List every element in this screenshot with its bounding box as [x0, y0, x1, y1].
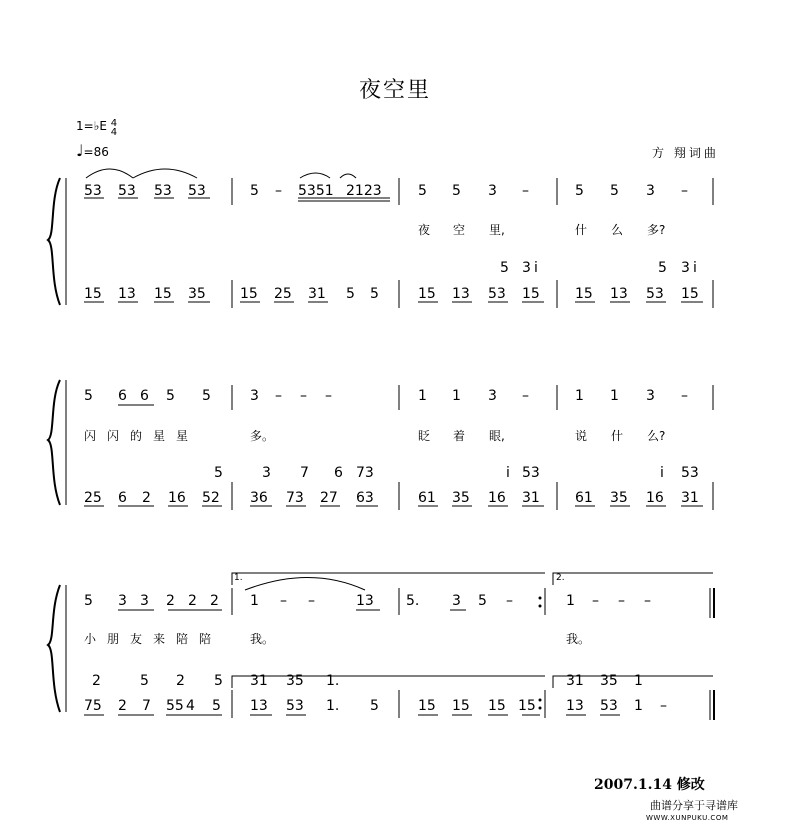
lyric: 的	[130, 429, 143, 443]
bass-note: 1	[634, 698, 643, 714]
melody-note: 1	[418, 388, 427, 404]
lyric: 什	[575, 223, 588, 237]
bass-note: 36	[250, 490, 268, 506]
bass-note: 13	[250, 698, 268, 714]
melody-note: 13	[356, 593, 374, 609]
melody-note: 3	[140, 593, 149, 609]
lyric: 我。	[250, 632, 275, 646]
melody-note: 5	[610, 183, 619, 199]
melody-note: 6	[118, 388, 127, 404]
chord-note: 31	[566, 673, 584, 689]
chord-note: 35	[600, 673, 618, 689]
bass-note: 16	[168, 490, 186, 506]
lyric: 眼,	[489, 429, 505, 443]
melody-note: 2	[210, 593, 219, 609]
bass-note: 15	[240, 286, 258, 302]
chord-note: i	[506, 465, 510, 481]
time-bottom: 4	[110, 127, 118, 138]
lyric: 夜	[418, 223, 431, 237]
time-top: 4	[110, 118, 118, 129]
lyric: 我。	[566, 632, 591, 646]
bass-note: 25	[274, 286, 292, 302]
bass-note: 15	[452, 698, 470, 714]
melody-note: 3	[452, 593, 461, 609]
chord-note: 2	[176, 673, 185, 689]
chord-note: 5	[500, 260, 509, 276]
chord-note: 5	[140, 673, 149, 689]
bass-note: 55	[166, 698, 184, 714]
bass-note: 15	[418, 286, 436, 302]
melody-note: 5.	[406, 593, 420, 609]
bass-note: 35	[188, 286, 206, 302]
melody-note: 5	[418, 183, 427, 199]
melody-note: 2123	[346, 183, 382, 199]
chord-note: 3	[681, 260, 690, 276]
bass-note: 5	[370, 698, 379, 714]
bass-note: 63	[356, 490, 374, 506]
bass-note: 13	[566, 698, 584, 714]
bass-note: 13	[610, 286, 628, 302]
lyric: 说	[575, 429, 588, 443]
melody-note: 5	[478, 593, 487, 609]
site-credit: 曲谱分享于寻谱库	[650, 799, 738, 812]
bass-note: 53	[286, 698, 304, 714]
bass-note: 16	[488, 490, 506, 506]
bass-note: 61	[418, 490, 436, 506]
melody-note: 1	[250, 593, 259, 609]
chord-note: 3	[522, 260, 531, 276]
lyric: 星	[176, 429, 189, 443]
bass-note: 31	[681, 490, 699, 506]
melody-note: 3	[118, 593, 127, 609]
bass-note: 31	[308, 286, 326, 302]
chord-note: 53	[681, 465, 699, 481]
lyric: 空	[453, 223, 466, 237]
melody-note: 53	[84, 183, 102, 199]
bass-note: 5	[212, 698, 221, 714]
volta-2-label: 2.	[556, 573, 565, 583]
melody-note: –	[300, 388, 307, 404]
lyric: 陪	[199, 632, 212, 646]
lyric: 陪	[176, 632, 189, 646]
melody-note: –	[644, 593, 651, 609]
page-title: 夜空里	[358, 78, 431, 103]
bass-note: 15	[681, 286, 699, 302]
bass-note: 53	[488, 286, 506, 302]
melody-note: 5351	[298, 183, 334, 199]
bass-note: 61	[575, 490, 593, 506]
lyric: 眨	[418, 429, 431, 443]
volta-1-label: 1.	[234, 573, 243, 583]
melody-note: 5	[575, 183, 584, 199]
composer-credit: 方 翔词曲	[652, 146, 719, 160]
lyric: 友	[130, 632, 143, 646]
melody-note: 2	[188, 593, 197, 609]
chord-note: i	[693, 260, 697, 276]
melody-note: 2	[166, 593, 175, 609]
melody-note: –	[592, 593, 599, 609]
melody-note: –	[522, 183, 529, 199]
bass-note: 25	[84, 490, 102, 506]
melody-note: 6	[140, 388, 149, 404]
melody-note: 3	[646, 183, 655, 199]
chord-note: 31	[250, 673, 268, 689]
melody-note: 5	[250, 183, 259, 199]
melody-note: –	[522, 388, 529, 404]
chord-note: 3	[262, 465, 271, 481]
lyric: 多。	[250, 429, 275, 443]
melody-note: 1	[452, 388, 461, 404]
bass-note: 4	[186, 698, 195, 714]
bass-note: 31	[522, 490, 540, 506]
bass-note: 15	[84, 286, 102, 302]
chord-note: 1.	[326, 673, 340, 689]
bass-note: 5	[370, 286, 379, 302]
key-label: 1=♭E	[76, 119, 107, 133]
bass-note: 2	[118, 698, 127, 714]
lyric: 小	[84, 632, 97, 646]
melody-note: 1	[575, 388, 584, 404]
melody-note: 53	[154, 183, 172, 199]
melody-note: 5	[84, 388, 93, 404]
melody-note: 53	[188, 183, 206, 199]
bass-note: 6	[118, 490, 127, 506]
bass-note: 15	[522, 286, 540, 302]
lyric: 么	[611, 223, 624, 237]
bass-note: 52	[202, 490, 220, 506]
lyric: 闪	[84, 429, 97, 443]
bass-note: 7	[142, 698, 151, 714]
bass-note: 73	[286, 490, 304, 506]
melody-note: 3	[646, 388, 655, 404]
bass-note: 53	[646, 286, 664, 302]
chord-note: 5	[214, 465, 223, 481]
lyric: 星	[153, 429, 166, 443]
site-url: WWW.XUNPUKU.COM	[646, 814, 729, 822]
lyric: 什	[611, 429, 624, 443]
bass-note: 35	[452, 490, 470, 506]
lyric: 里,	[489, 223, 505, 237]
bass-note: 53	[600, 698, 618, 714]
chord-note: i	[660, 465, 664, 481]
melody-note: 1	[610, 388, 619, 404]
melody-note: 5	[202, 388, 211, 404]
melody-note: –	[681, 183, 688, 199]
melody-note: –	[275, 183, 282, 199]
bass-note: 27	[320, 490, 338, 506]
bass-note: 13	[452, 286, 470, 302]
bass-note: 16	[646, 490, 664, 506]
lyric: 来	[153, 632, 166, 646]
chord-note: 73	[356, 465, 374, 481]
lyric: 么?	[647, 429, 666, 443]
bass-note: 13	[118, 286, 136, 302]
bass-note: 15	[518, 698, 536, 714]
melody-note: 1	[566, 593, 575, 609]
chord-note: 2	[92, 673, 101, 689]
melody-note: –	[506, 593, 513, 609]
melody-note: 3	[488, 388, 497, 404]
quarter-note-icon: ♩	[76, 141, 84, 160]
bass-note: 15	[488, 698, 506, 714]
bass-note: 35	[610, 490, 628, 506]
melody-note: 3	[488, 183, 497, 199]
melody-note: 5	[452, 183, 461, 199]
melody-note: –	[618, 593, 625, 609]
tempo-value: =86	[83, 145, 109, 159]
melody-note: –	[280, 593, 287, 609]
chord-note: 7	[300, 465, 309, 481]
bass-note: 15	[154, 286, 172, 302]
melody-note: 3	[250, 388, 259, 404]
melody-note: 5	[166, 388, 175, 404]
revision-date: 2007.1.14 修改	[594, 777, 705, 793]
chord-note: 1	[634, 673, 643, 689]
lyric: 着	[453, 429, 466, 443]
melody-note: –	[681, 388, 688, 404]
chord-note: 53	[522, 465, 540, 481]
bass-note: 15	[418, 698, 436, 714]
melody-note: –	[325, 388, 332, 404]
melody-note: 5	[84, 593, 93, 609]
chord-note: 5	[658, 260, 667, 276]
bass-note: 2	[142, 490, 151, 506]
melody-note: –	[308, 593, 315, 609]
lyric: 闪	[107, 429, 120, 443]
chord-note: i	[534, 260, 538, 276]
lyric: 朋	[107, 632, 120, 646]
bass-note: 5	[346, 286, 355, 302]
chord-note: 35	[286, 673, 304, 689]
bass-note: 1.	[326, 698, 340, 714]
lyric: 多?	[647, 223, 666, 237]
bass-note: 75	[84, 698, 102, 714]
bass-note: 15	[575, 286, 593, 302]
melody-note: 53	[118, 183, 136, 199]
melody-note: –	[275, 388, 282, 404]
bass-note: –	[660, 698, 667, 714]
chord-note: 5	[214, 673, 223, 689]
chord-note: 6	[334, 465, 343, 481]
